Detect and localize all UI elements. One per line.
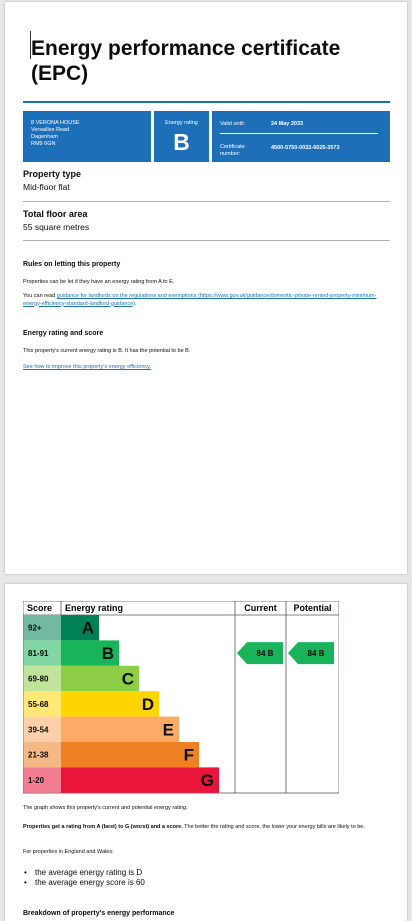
- band-letter-d: D: [141, 694, 154, 714]
- list-item: • the average energy rating is D: [35, 868, 145, 878]
- rating-bands: [24, 615, 220, 793]
- landlord-guidance-link[interactable]: guidance for landlords on the regulations and exemptions (https://www.gov.uk/guidance/domestic-private-rented-property-minimum-energy-efficiency-standard-landlord-guidance): [23, 293, 377, 307]
- improve-efficiency-link[interactable]: See how to improve this property's energy efficiency.: [23, 364, 152, 370]
- england-wales-label: For properties in England and Wales:: [23, 849, 114, 855]
- letting-rules-heading: Rules on letting this property: [23, 261, 121, 268]
- band-letter-g: G: [200, 771, 214, 791]
- band-range-c: 69-80: [28, 674, 49, 684]
- band-range-a: 92+: [28, 623, 42, 633]
- address-line-3: Dagenham: [31, 134, 58, 140]
- floor-area-label: Total floor area: [23, 209, 88, 219]
- band-bar-g: [61, 767, 219, 792]
- certificate-number-label-line-2: number:: [220, 151, 241, 157]
- valid-until-label: Valid until:: [220, 121, 245, 127]
- rating-indicators: [237, 642, 334, 664]
- improve-efficiency-paragraph: [23, 364, 388, 372]
- energy-rating-letter: B: [173, 129, 190, 155]
- guidance-prefix: You can read: [23, 293, 57, 299]
- band-range-f: 21-38: [28, 750, 49, 760]
- potential-column-header: Potential: [293, 603, 332, 613]
- address-line-4: RM9 6GN: [31, 141, 56, 147]
- property-type-value: Mid-floor flat: [23, 182, 70, 192]
- current-rating-label: 84 B: [256, 649, 274, 659]
- address-line-2: Versailles Road: [31, 127, 70, 133]
- rating-explanation: [23, 824, 391, 831]
- guidance-suffix: .: [135, 300, 137, 307]
- score-column-header: Score: [27, 603, 53, 613]
- validity-box: [212, 111, 390, 162]
- letting-rules-text: Properties can be let if they have an energy rating from A to E.: [23, 279, 175, 285]
- landlord-guidance-paragraph: [23, 293, 388, 308]
- valid-until-date: 24 May 2033: [271, 121, 304, 127]
- rating-explanation-bold: Properties get a rating from A (best) to G (worst) and a score.: [23, 824, 183, 830]
- energy-rating-score-heading: Energy rating and score: [23, 330, 104, 337]
- certificate-page-2: [5, 584, 407, 921]
- divider: [23, 201, 390, 202]
- band-bar-f: [61, 742, 199, 767]
- graph-caption: The graph shows this property's current and potential energy rating.: [23, 805, 188, 811]
- rating-explanation-rest: The better the rating and score, the lower your energy bills are likely to be.: [182, 824, 365, 830]
- page-title: Energy performance certificate (EPC): [31, 37, 341, 85]
- band-bar-e: [61, 717, 179, 742]
- band-range-d: 55-68: [28, 699, 49, 709]
- band-letter-e: E: [162, 720, 174, 740]
- band-letter-b: B: [101, 644, 114, 664]
- energy-rating-score-text: This property's current energy rating is B. It has the potential to be B.: [23, 348, 191, 354]
- floor-area-value: 55 square metres: [23, 222, 90, 232]
- band-range-e: 39-54: [28, 725, 49, 735]
- certificate-number: 4500-5750-0032-6025-3573: [271, 145, 340, 151]
- divider: [23, 240, 390, 241]
- certificate-number-label: [220, 144, 245, 158]
- band-letter-c: C: [121, 669, 134, 689]
- address: [31, 120, 80, 148]
- energy-rating-label: Energy rating: [165, 120, 198, 126]
- certificate-page-1: [5, 2, 407, 574]
- band-letter-f: F: [183, 745, 194, 765]
- address-box: [23, 111, 151, 162]
- breakdown-heading: Breakdown of property's energy performance: [23, 910, 175, 917]
- address-line-1: 8 VERONA HOUSE: [31, 120, 80, 126]
- current-column-header: Current: [244, 603, 277, 613]
- band-range-g: 1-20: [28, 776, 45, 786]
- energy-rating-chart: [23, 601, 339, 797]
- validity-divider: [220, 133, 378, 134]
- property-type-label: Property type: [23, 169, 82, 179]
- certificate-number-label-line-1: Certificate: [220, 144, 245, 150]
- list-item: • the average energy score is 60: [35, 878, 145, 888]
- band-range-b: 81-91: [28, 649, 49, 659]
- title-underline: [23, 101, 390, 103]
- energy-rating-column-header: Energy rating: [65, 603, 124, 613]
- averages-list: [35, 868, 145, 888]
- energy-rating-box: [154, 111, 209, 162]
- band-letter-a: A: [81, 618, 94, 638]
- potential-rating-label: 84 B: [307, 649, 325, 659]
